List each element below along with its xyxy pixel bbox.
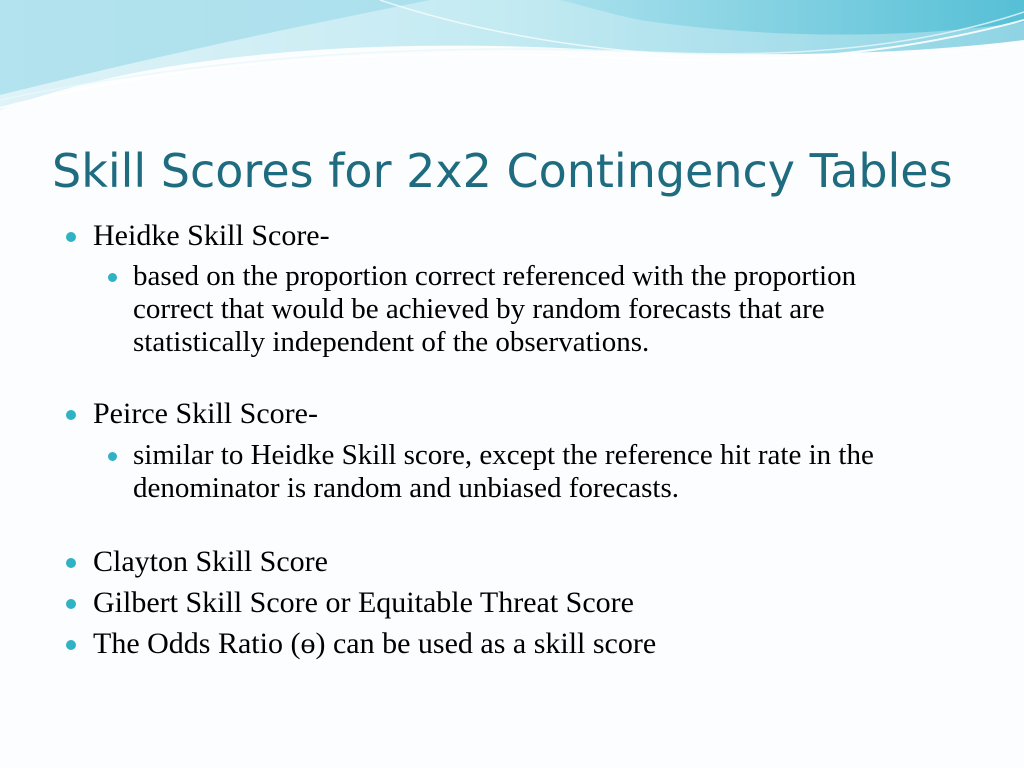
sub-bullet-item bbox=[133, 439, 923, 505]
bullet-dot-icon bbox=[66, 232, 76, 242]
bullet-text: Peirce Skill Score- bbox=[93, 397, 318, 430]
slide-title: Skill Scores for 2x2 Contingency Tables bbox=[52, 144, 953, 198]
bullet-item bbox=[93, 545, 973, 579]
bullet-text: The Odds Ratio (ɵ) can be used as a skill score bbox=[93, 627, 657, 660]
bullet-text: based on the proportion correct referenced with the proportion correct that would be achieved by random forecasts that are statistically independent of the observations. bbox=[133, 260, 857, 358]
bullet-dot-icon bbox=[108, 452, 117, 461]
bullet-item bbox=[93, 397, 973, 431]
sub-bullet-item bbox=[133, 260, 933, 359]
bullet-dot-icon bbox=[66, 410, 76, 420]
bullet-dot-icon bbox=[108, 273, 117, 282]
bullet-text: Gilbert Skill Score or Equitable Threat Score bbox=[93, 586, 634, 619]
bullet-text: Clayton Skill Score bbox=[93, 545, 328, 578]
bullet-item bbox=[93, 219, 973, 253]
bullet-dot-icon bbox=[66, 558, 76, 568]
bullet-text: Heidke Skill Score- bbox=[93, 219, 330, 252]
bullet-item bbox=[93, 586, 973, 620]
bullet-dot-icon bbox=[66, 599, 76, 609]
bullet-dot-icon bbox=[66, 640, 76, 650]
bullet-item bbox=[93, 627, 973, 661]
bullet-text: similar to Heidke Skill score, except the reference hit rate in the denominator is random and unbiased forecasts. bbox=[133, 439, 874, 504]
